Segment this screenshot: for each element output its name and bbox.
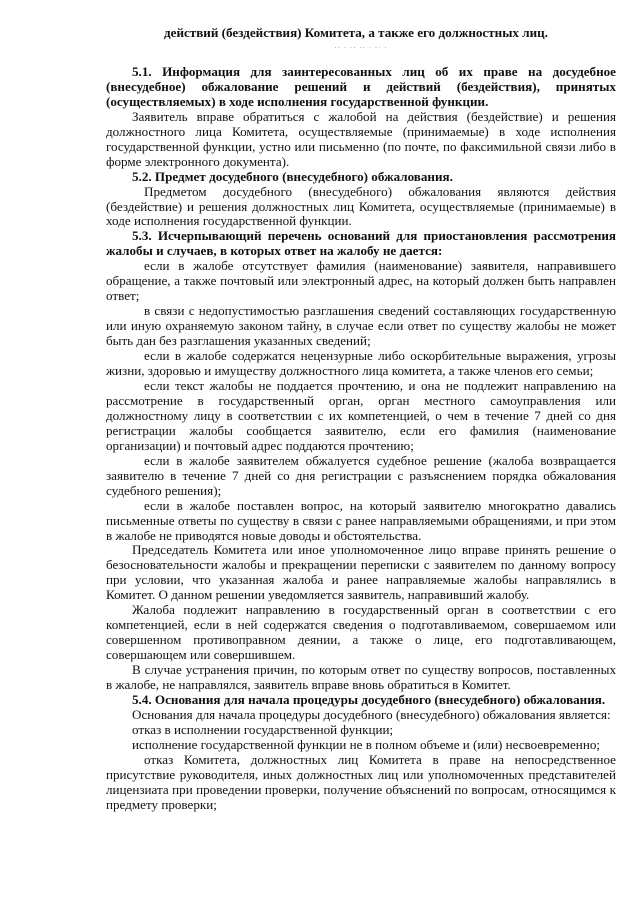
list-item: в связи с недопустимостью разглашения сведений составляющих государственную или иную охраняемую законом тайну, в случае если ответ по существу жалобы не может быть дан без разглашения указанных сведений; xyxy=(106,303,616,349)
section-5-3-redirect-paragraph: Жалоба подлежит направлению в государственный орган в соответствии с его компетенцией, если в ней содержатся сведения о подготавливаемом, совершаемом или совершенном противоправном деянии, а также о лице, его подготавливающем, совершающем или совершившем. xyxy=(106,602,616,663)
section-5-1-heading: 5.1. Информация для заинтересованных лиц об их праве на досудебное (внесудебное) обжалование решений и действий (бездействия), принятых (осуществляемых) в ходе исполнения государственной функции. xyxy=(106,63,616,109)
list-item: исполнение государственной функции не в полном объеме и (или) несвоевременно; xyxy=(132,736,601,752)
list-item: если текст жалобы не поддается прочтению, и она не подлежит направлению на рассмотрение в государственный орган, орган местного самоуправления или должностному лицу в соответствии с их компетенцией, о чем в течение 7 дней со дня регистрации жалобы сообщается заявителю, если его фамилия (наименование организации) и почтовый адрес поддаются прочтению; xyxy=(106,377,616,453)
section-5-4-heading: 5.4. Основания для начала процедуры досудебного (внесудебного) обжалования. xyxy=(132,691,606,707)
document-page xyxy=(106,26,616,813)
faint-stamp-mark: ·· · ·· ·· · ·· · xyxy=(334,43,388,52)
section-5-4-intro: Основания для начала процедуры досудебного (внесудебного) обжалования является: xyxy=(132,706,611,722)
section-5-3-chair-paragraph: Председатель Комитета или иное уполномоченное лицо вправе принять решение о безосновательности жалобы и прекращении переписки с заявителем по данному вопросу при условии, что указанная жалоба и ранее направляемые жалобы направлялись в Комитет. О данном решении уведомляется заявитель, направивший жалобу. xyxy=(106,542,616,603)
list-item: если в жалобе содержатся нецензурные либо оскорбительные выражения, угрозы жизни, здоровью и имуществу должностного лица комитета, а также членов его семьи; xyxy=(106,348,616,379)
list-item: если в жалобе заявителем обжалуется судебное решение (жалоба возвращается заявителю в течение 7 дней со дня регистрации с разъяснением порядка обжалования судебного решения); xyxy=(106,452,616,498)
list-item: отказ в исполнении государственной функции; xyxy=(132,721,394,737)
section-5-2-paragraph: Предметом досудебного (внесудебного) обжалования являются действия (бездействие) и решения должностных лиц Комитета, осуществляемые (принимаемые) в ходе исполнения государственной функции. xyxy=(106,183,616,229)
section-title-continuation: действий (бездействия) Комитета, а также его должностных лиц. xyxy=(164,25,548,40)
section-5-1-paragraph: Заявитель вправе обратиться с жалобой на действия (бездействие) и решения должностного лица Комитета, осуществляемые (принимаемые) в ходе исполнения государственной функции, устно или письменно (по почте, по факсимильной связи либо в форме электронного документа). xyxy=(106,108,616,169)
list-item: если в жалобе отсутствует фамилия (наименование) заявителя, направившего обращение, а также почтовый или электронный адрес, на который должен быть направлен ответ; xyxy=(106,258,616,304)
section-5-2-heading: 5.2. Предмет досудебного (внесудебного) обжалования. xyxy=(132,168,453,184)
list-item: отказ Комитета, должностных лиц Комитета в праве на непосредственное присутствие руководителя, иных должностных лиц или уполномоченных представителей лицензиата при проведении проверки, получение объяснений по вопросам, относящимся к предмету проверки; xyxy=(106,751,616,812)
list-item: если в жалобе поставлен вопрос, на который заявителю многократно давались письменные ответы по существу в связи с ранее направляемыми обращениями, и при этом в жалобе не приводятся новые доводы и обстоятельства. xyxy=(106,497,616,543)
section-5-3-remove-paragraph: В случае устранения причин, по которым ответ по существу вопросов, поставленных в жалобе, не направлялся, заявитель вправе вновь обратиться в Комитет. xyxy=(106,662,616,693)
section-5-3-heading: 5.3. Исчерпывающий перечень оснований для приостановления рассмотрения жалобы и случаев, в которых ответ на жалобу не дается: xyxy=(106,228,616,259)
